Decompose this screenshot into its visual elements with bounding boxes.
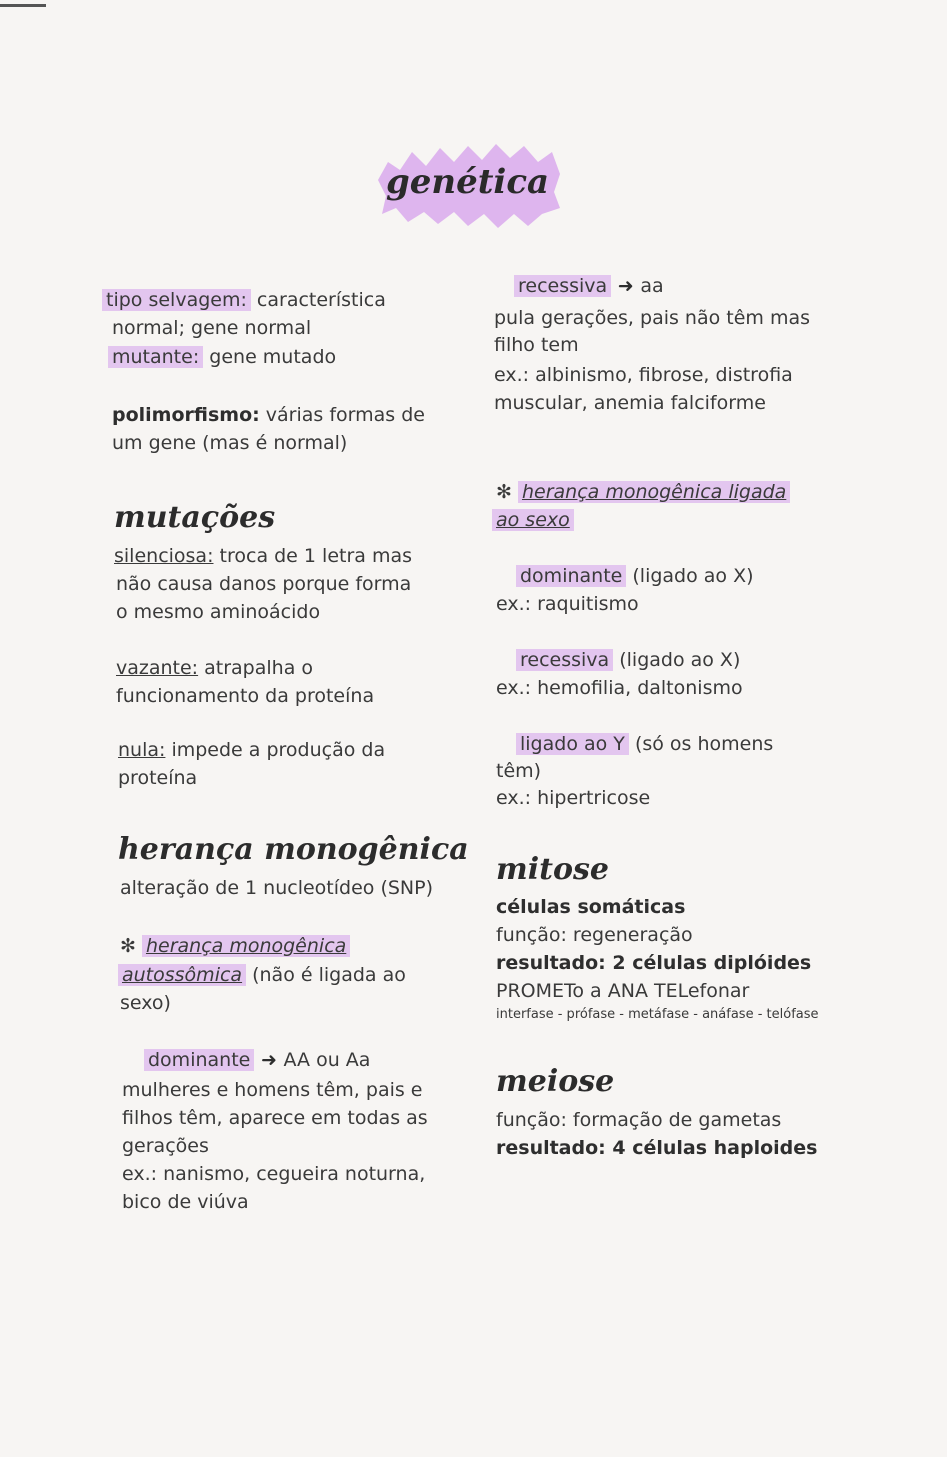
- page-title: genética: [385, 162, 550, 202]
- mitose-line-2: função: regeneração: [496, 924, 693, 946]
- nula-line: nula: impede a produção da: [118, 739, 386, 761]
- vazante-cont: funcionamento da proteína: [116, 685, 375, 707]
- ligada-sexo-label-2: ao sexo: [492, 509, 574, 531]
- title-block: [370, 140, 565, 230]
- ligado-y-cont-2: ex.: hipertricose: [496, 787, 651, 809]
- ligado-y-cont-1: têm): [496, 760, 542, 782]
- mitose-line-3: resultado: 2 células diplóides: [496, 952, 812, 974]
- ligado-y-line: ligado ao Y (só os homens: [516, 730, 773, 758]
- recessiva-label: recessiva: [514, 275, 611, 297]
- recessiva-x-label: recessiva: [516, 649, 613, 671]
- polimorfismo-label: polimorfismo:: [112, 404, 260, 426]
- dominante-cont-3: gerações: [122, 1135, 209, 1157]
- dominante-cont-4: ex.: nanismo, cegueira noturna,: [122, 1163, 426, 1185]
- heranca-monogenica-heading: herança monogênica: [118, 832, 469, 867]
- autossomica-label-1: herança monogênica: [142, 935, 350, 957]
- autossomica-line-1: [120, 932, 350, 960]
- tipo-selvagem-cont: normal; gene normal: [112, 317, 312, 339]
- nula-cont: proteína: [118, 767, 198, 789]
- silenciosa-line: silenciosa: troca de 1 letra mas: [114, 545, 413, 567]
- tipo-selvagem-line: tipo selvagem: característica: [102, 286, 386, 314]
- arrow-right-icon: ➜: [254, 1049, 284, 1071]
- arrow-right-icon: ➜: [611, 275, 641, 297]
- recessiva-x-cont: ex.: hemofilia, daltonismo: [496, 677, 743, 699]
- vazante-line: vazante: atrapalha o: [116, 657, 314, 679]
- mutacoes-heading: mutações: [114, 500, 276, 535]
- mitose-heading: mitose: [496, 852, 609, 887]
- silenciosa-cont-1: não causa danos porque forma: [116, 573, 412, 595]
- recessiva-cont-2: filho tem: [494, 334, 579, 356]
- dominante-label: dominante: [144, 1049, 254, 1071]
- autossomica-line-2: autossômica (não é ligada ao: [118, 961, 406, 989]
- mutante-label: mutante:: [108, 346, 203, 368]
- mitose-line-4: PROMETo a ANA TELefonar: [496, 980, 750, 1002]
- mutante-line: mutante: gene mutado: [108, 343, 336, 371]
- meiose-line-1: função: formação de gametas: [496, 1109, 782, 1131]
- tipo-selvagem-label: tipo selvagem:: [102, 289, 251, 311]
- ligado-y-label: ligado ao Y: [516, 733, 629, 755]
- heranca-monogenica-text: alteração de 1 nucleotídeo (SNP): [120, 877, 434, 899]
- edge-mark: [0, 4, 46, 7]
- dominante-x-label: dominante: [516, 565, 626, 587]
- autossomica-cont: sexo): [120, 992, 171, 1014]
- silenciosa-label: silenciosa:: [114, 545, 214, 567]
- dominante-cont-1: mulheres e homens têm, pais e: [122, 1079, 423, 1101]
- nula-label: nula:: [118, 739, 166, 761]
- meiose-heading: meiose: [496, 1064, 615, 1099]
- recessiva-x-line: recessiva (ligado ao X): [516, 646, 740, 674]
- polimorfismo-cont: um gene (mas é normal): [112, 432, 348, 454]
- mitose-phases: interfase - prófase - metáfase - anáfase - telófase: [496, 1007, 819, 1022]
- dominante-cont-2: filhos têm, aparece em todas as: [122, 1107, 428, 1129]
- recessiva-cont-1: pula gerações, pais não têm mas: [494, 307, 811, 329]
- ligada-sexo-label-1: herança monogênica ligada: [518, 481, 790, 503]
- dominante-x-line: dominante (ligado ao X): [516, 562, 754, 590]
- dominante-x-cont: ex.: raquitismo: [496, 593, 639, 615]
- star-icon: ✻: [120, 935, 136, 957]
- mitose-line-1: células somáticas: [496, 896, 686, 918]
- star-icon: ✻: [496, 481, 512, 503]
- recessiva-cont-4: muscular, anemia falciforme: [494, 392, 766, 414]
- autossomica-label-2: autossômica: [118, 964, 246, 986]
- dominante-line: dominante ➜ AA ou Aa: [144, 1046, 370, 1074]
- polimorfismo-line: polimorfismo: várias formas de: [112, 404, 425, 426]
- dominante-cont-5: bico de viúva: [122, 1191, 249, 1213]
- vazante-label: vazante:: [116, 657, 199, 679]
- silenciosa-cont-2: o mesmo aminoácido: [116, 601, 321, 623]
- meiose-line-2: resultado: 4 células haploides: [496, 1137, 818, 1159]
- ligada-sexo-line-1: [496, 478, 790, 506]
- ligada-sexo-line-2: [492, 506, 574, 534]
- recessiva-cont-3: ex.: albinismo, fibrose, distrofia: [494, 364, 793, 386]
- recessiva-line: recessiva ➜ aa: [514, 272, 664, 300]
